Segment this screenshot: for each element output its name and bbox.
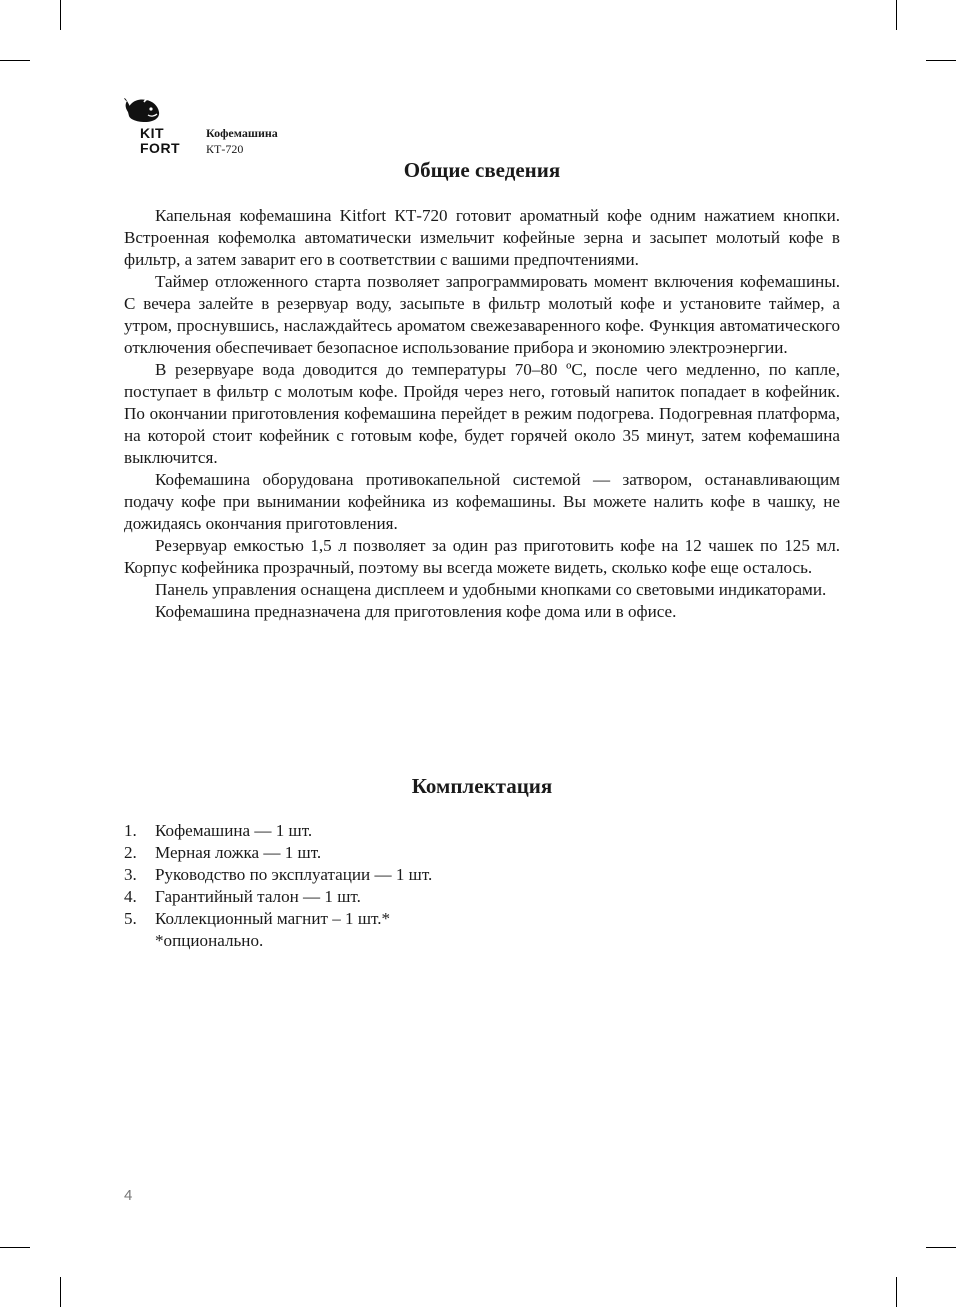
kit-footnote: *опционально. — [155, 931, 264, 950]
section-title-general: Общие сведения — [403, 158, 561, 182]
crop-mark-bottom-right — [896, 1277, 897, 1307]
crop-mark-bottom-right-h — [926, 1247, 956, 1248]
kit-list — [124, 820, 840, 952]
crop-mark-top-left-h — [0, 60, 30, 61]
list-item — [124, 908, 840, 930]
list-item-text: Кофемашина — 1 шт. — [155, 821, 313, 840]
list-item — [124, 842, 840, 864]
paragraph: Резервуар емкостью 1,5 л позволяет за один раз приготовить кофе на 12 чашек по 125 мл. Корпус кофейника прозрачный, поэтому вы всегда можете видеть, сколько кофе еще осталось. — [124, 536, 840, 577]
list-item — [124, 820, 840, 842]
product-model: КТ-720 — [206, 142, 244, 156]
logo-line-fort: FORT — [140, 140, 181, 156]
list-item — [124, 864, 840, 886]
list-item-number: 1. — [124, 821, 137, 840]
list-item-text: Мерная ложка — 1 шт. — [155, 843, 322, 862]
list-item — [124, 886, 840, 908]
crop-mark-top-left — [60, 0, 61, 30]
crop-mark-bottom-left-h — [0, 1247, 30, 1248]
crop-mark-top-right — [896, 0, 897, 30]
product-name: Кофемашина — [206, 126, 278, 140]
logo-line-kit: KIT — [140, 125, 165, 141]
list-item-number: 4. — [124, 887, 137, 906]
list-item-text: Гарантийный талон — 1 шт. — [155, 887, 361, 906]
paragraph: Кофемашина предназначена для приготовления кофе дома или в офисе. — [155, 602, 677, 621]
list-item-text: Руководство по эксплуатации — 1 шт. — [155, 865, 433, 884]
page-number: 4 — [124, 1187, 133, 1204]
list-item-number: 5. — [124, 909, 137, 928]
paragraph: Панель управления оснащена дисплеем и удобными кнопками со световыми индикаторами. — [155, 580, 827, 599]
crop-mark-top-right-h — [926, 60, 956, 61]
kitfort-logo — [124, 96, 194, 158]
list-item-text: Коллекционный магнит – 1 шт.* — [155, 909, 391, 928]
whale-icon — [124, 96, 164, 126]
list-item-number: 3. — [124, 865, 137, 884]
crop-mark-bottom-left — [60, 1277, 61, 1307]
paragraph: Таймер отложенного старта позволяет запрограммировать момент включения кофемашины. С вечера залейте в резервуар воду, засыпьте в фильтр молотый кофе и установите таймер, а утром, проснувшись, наслаждайтесь ароматом свежезаваренного кофе. Функция автоматического отключения обеспечивает безопасное использование прибора и экономию электроэнергии. — [124, 272, 840, 357]
general-body — [124, 205, 840, 623]
paragraph: Капельная кофемашина Kitfort КТ-720 готовит ароматный кофе одним нажатием кнопки. Встроенная кофемолка автоматически измельчит кофейные зерна и засыпет молотый кофе в фильтр, а затем заварит его в соответствии с вашими предпочтениями. — [124, 206, 840, 269]
paragraph: В резервуаре вода доводится до температуры 70–80 ºС, после чего медленно, по капле, поступает в фильтр с молотым кофе. Пройдя через него, готовый напиток попадает в кофейник. По окончании приготовления кофемашина перейдет в режим подогрева. Подогревная платформа, на которой стоит кофейник с готовым кофе, будет горячей около 35 минут, затем кофемашина выключится. — [124, 360, 840, 467]
list-item-number: 2. — [124, 843, 137, 862]
section-title-kit: Комплектация — [411, 774, 553, 798]
paragraph: Кофемашина оборудована противокапельной системой — затвором, останавливающим подачу кофе при вынимании кофейника из кофемашины. Вы можете налить кофе в чашку, не дожидаясь окончания приготовления. — [124, 470, 840, 533]
